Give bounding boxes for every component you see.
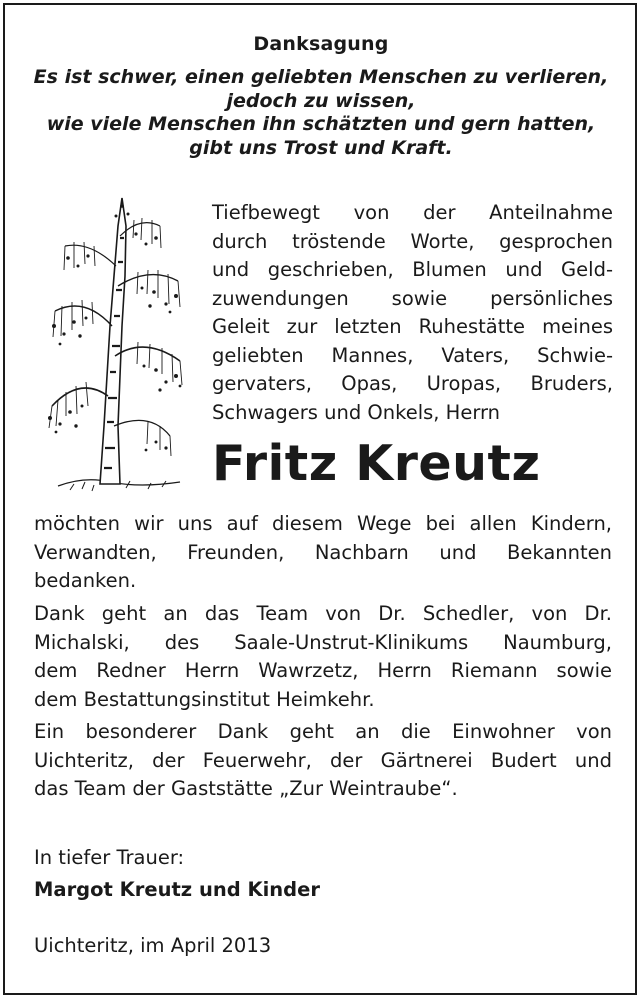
motto-line: jedoch zu wissen, [226,89,416,112]
paragraph-line: dem Bestattungsinstitut Heimkehr. [34,687,375,711]
deceased-name: Fritz Kreutz [212,435,541,492]
paragraph-line: Uichteritz, der Feuerwehr, der Gärtnerei Budert und [34,748,612,772]
paragraph-line: dem Redner Herrn Wawrzetz, Herrn Riemann sowie [34,659,612,682]
intro-line: gervaters, Opas, Uropas, Bruders, [212,372,613,395]
paragraph-line: Ein besonderer Dank geht an die Einwohner von [34,720,612,743]
thanks-paragraph [34,718,612,804]
intro-line: geliebten Mannes, Vaters, Schwie- [212,343,613,367]
motto-line: Es ist schwer, einen geliebten Menschen zu verlieren, [33,66,609,88]
thanks-paragraph [34,600,612,714]
intro-line: Tiefbewegt von der Anteilnahme [212,201,613,224]
intro-line: durch tröstende Worte, gesprochen [212,229,613,253]
motto-quote [0,66,642,160]
motto-line: wie viele Menschen ihn schätzten und gern hatten, [46,113,596,135]
intro-line: Geleit zur letzten Ruhestätte meines [212,315,613,338]
motto-line: gibt uns Trost und Kraft. [189,136,453,159]
paragraph-line: Verwandten, Freunden, Nachbarn und Bekannten [34,540,612,564]
place-date: Uichteritz, im April 2013 [34,934,272,957]
paragraph-line: bedanken. [34,569,137,592]
notice-heading: Danksagung [253,33,389,55]
mourning-line: In tiefer Trauer: [34,846,185,869]
paragraph-line: Michalski, des Saale-Unstrut-Klinikums Naumburg, [34,630,612,654]
thanks-paragraph [34,510,612,596]
intro-line: zuwendungen sowie persönliches [212,286,613,310]
birch-tree-icon [30,186,200,498]
paragraph-line: möchten wir uns auf diesem Wege bei allen Kindern, [34,512,612,535]
signature: Margot Kreutz und Kinder [34,878,320,901]
paragraph-line: Dank geht an das Team von Dr. Schedler, von Dr. [34,602,612,625]
intro-line: und geschrieben, Blumen und Geld- [212,258,613,281]
intro-text [212,199,613,427]
paragraph-line: das Team der Gaststätte „Zur Weintraube“. [34,777,458,800]
intro-line: Schwagers und Onkels, Herrn [212,400,501,424]
